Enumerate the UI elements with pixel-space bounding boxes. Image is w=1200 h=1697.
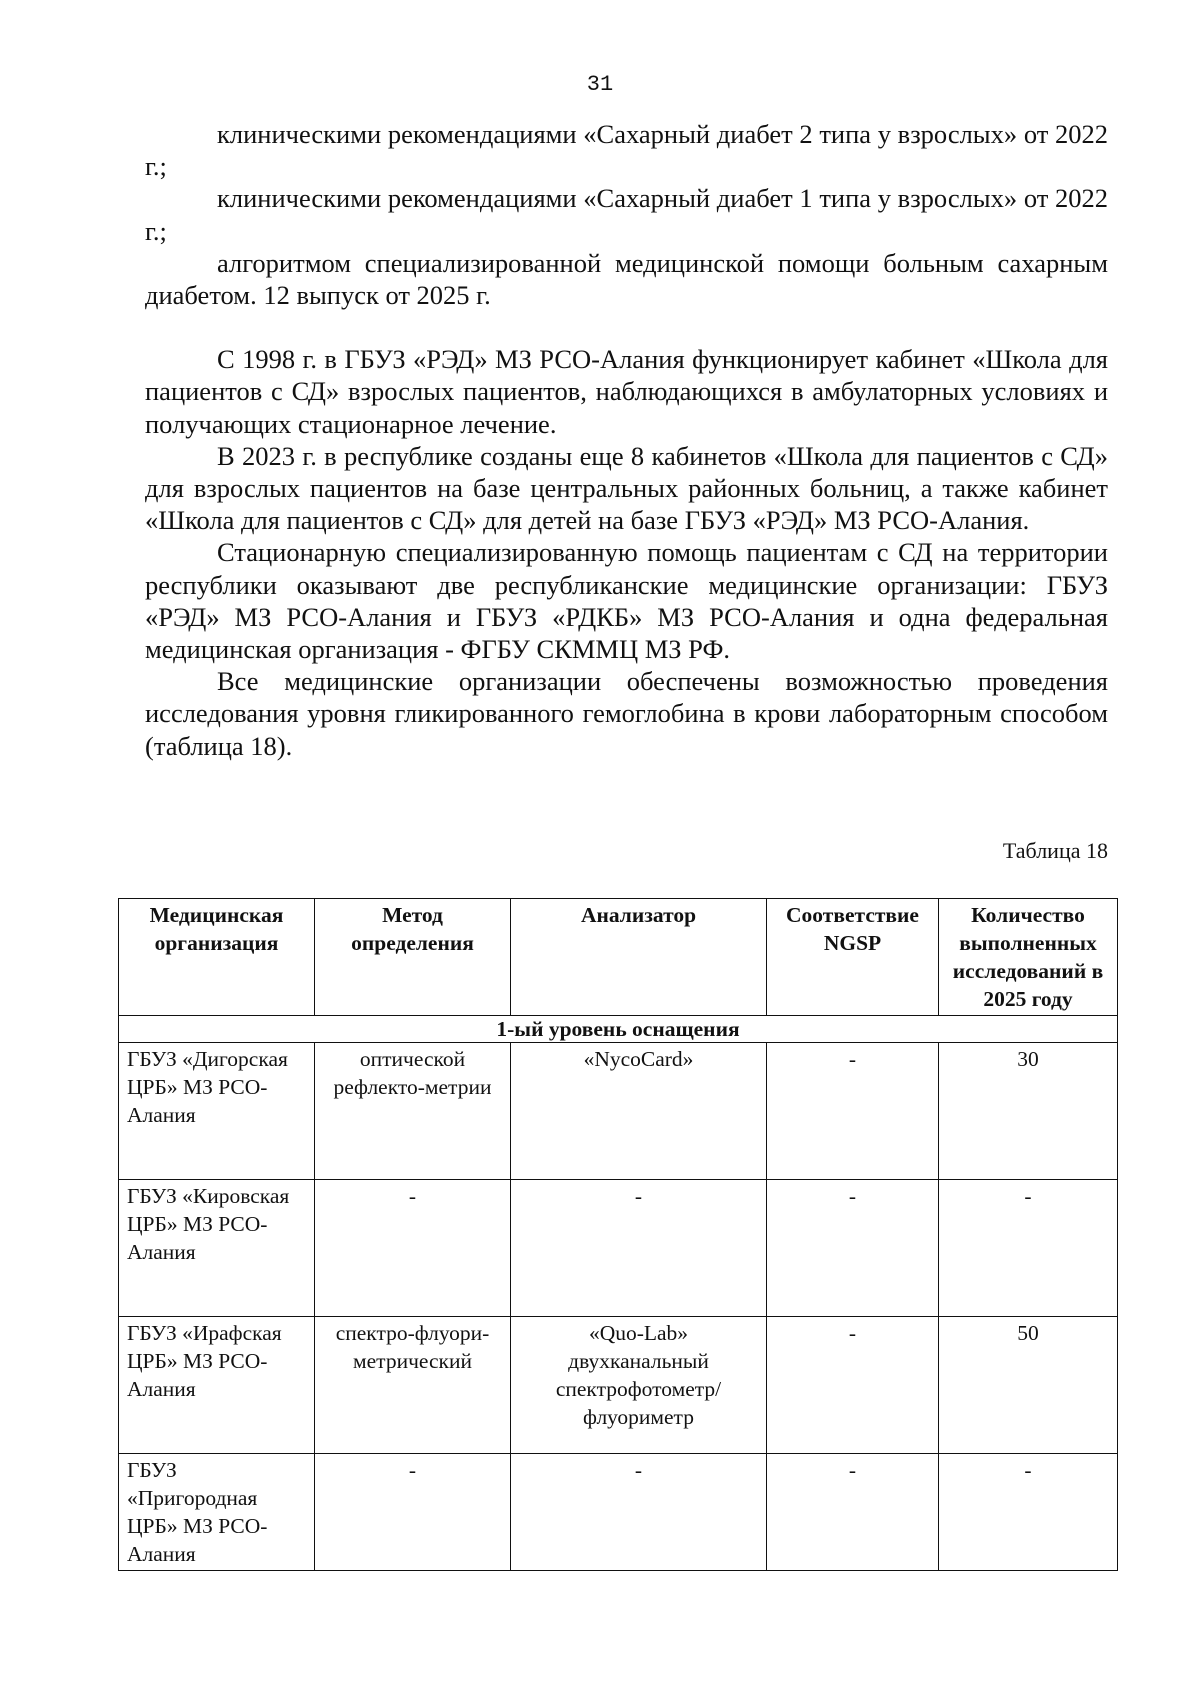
paragraph: клиническими рекомендациями «Сахарный диабет 2 типа у взрослых» от 2022 г.; — [145, 119, 1108, 182]
data-table — [118, 898, 1118, 1571]
table-cell: - — [315, 1454, 511, 1571]
table-cell: - — [315, 1180, 511, 1317]
table-cell: - — [767, 1454, 939, 1571]
table-cell: - — [767, 1317, 939, 1454]
table-row — [119, 1454, 1118, 1571]
table-cell: 50 — [939, 1317, 1118, 1454]
column-header: Медицинская организация — [119, 899, 315, 1016]
table-cell: - — [767, 1180, 939, 1317]
table-cell: ГБУЗ «Ирафская ЦРБ» МЗ РСО-Алания — [119, 1317, 315, 1454]
table-cell: «Quo-Lab» двухканальный спектрофотометр/ флуориметр — [511, 1317, 767, 1454]
paragraph: клиническими рекомендациями «Сахарный диабет 1 типа у взрослых» от 2022 г.; — [145, 183, 1108, 246]
table-cell: - — [767, 1043, 939, 1180]
level-row — [119, 1016, 1118, 1043]
paragraph: Все медицинские организации обеспечены возможностью проведения исследования уровня гликированного гемоглобина в крови лабораторным способом (таблица 18). — [145, 666, 1108, 761]
table-cell: ГБУЗ «Кировская ЦРБ» МЗ РСО-Алания — [119, 1180, 315, 1317]
table-caption: Таблица 18 — [1002, 838, 1108, 863]
table-cell: - — [511, 1180, 767, 1317]
column-header: Количество выполненных исследований в 2025 году — [939, 899, 1118, 1016]
level-label: 1-ый уровень оснащения — [119, 1016, 1118, 1043]
table-header-row — [119, 899, 1118, 1016]
table-cell: спектро-флуори-метрический — [315, 1317, 511, 1454]
table-row — [119, 1043, 1118, 1180]
column-header: Анализатор — [511, 899, 767, 1016]
table-row — [119, 1317, 1118, 1454]
table-cell: оптической рефлекто-метрии — [315, 1043, 511, 1180]
table-cell: ГБУЗ «Дигорская ЦРБ» МЗ РСО-Алания — [119, 1043, 315, 1180]
paragraph: Стационарную специализированную помощь пациентам с СД на территории республики оказывают две республиканские медицинские организации: ГБУЗ «РЭД» МЗ РСО-Алания и ГБУЗ «РДКБ» МЗ РСО-Алания и одна федеральная медицинская организация - ФГБУ СКММЦ МЗ РФ. — [145, 537, 1108, 665]
table-cell: ГБУЗ «Пригородная ЦРБ» МЗ РСО-Алания — [119, 1454, 315, 1571]
column-header: Метод определения — [315, 899, 511, 1016]
body-text — [145, 118, 1108, 762]
table-cell: - — [939, 1454, 1118, 1571]
table-row — [119, 1180, 1118, 1317]
paragraph: алгоритмом специализированной медицинской помощи больным сахарным диабетом. 12 выпуск от 2025 г. — [145, 247, 1108, 311]
paragraph: С 1998 г. в ГБУЗ «РЭД» МЗ РСО-Алания функционирует кабинет «Школа для пациентов с СД» взрослых пациентов, наблюдающихся в амбулаторных условиях и получающих стационарное лечение. — [145, 344, 1108, 439]
table-cell: - — [939, 1180, 1118, 1317]
page-number: 31 — [586, 72, 614, 97]
table-cell: - — [511, 1454, 767, 1571]
column-header: Соответствие NGSP — [767, 899, 939, 1016]
table-cell: «NycoCard» — [511, 1043, 767, 1180]
paragraph: В 2023 г. в республике созданы еще 8 кабинетов «Школа для пациентов с СД» для взрослых пациентов на базе центральных районных больниц, а также кабинет «Школа для пациентов с СД» для детей на базе ГБУЗ «РЭД» МЗ РСО-Алания. — [145, 440, 1108, 536]
table-cell: 30 — [939, 1043, 1118, 1180]
